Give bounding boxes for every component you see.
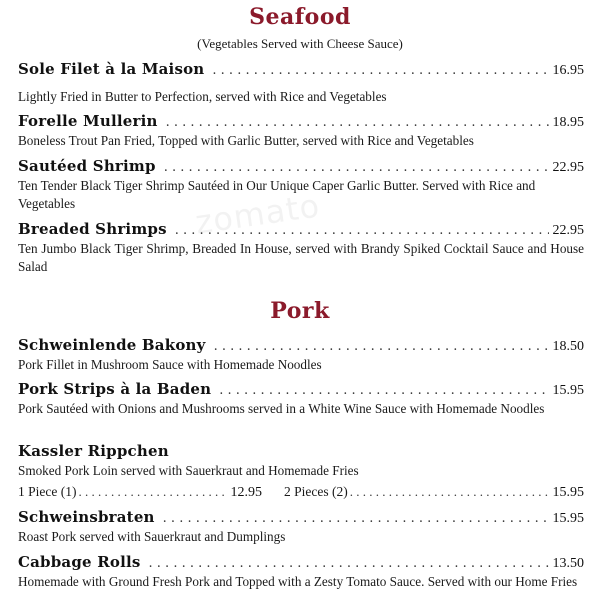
item-price: 15.95 (552, 511, 584, 526)
item-description: Homemade with Ground Fresh Pork and Topped with a Zesty Tomato Sauce. Served with our Home Fries (18, 574, 578, 589)
item-name: Sole Filet à la Maison (18, 60, 205, 78)
item-price: 13.50 (552, 556, 584, 571)
menu-item-cabbage-rolls (18, 553, 584, 572)
item-name: Cabbage Rolls (18, 553, 141, 571)
item-name: Sautéed Shrimp (18, 157, 156, 175)
menu-item-kassler-rippchen (18, 442, 584, 460)
option-1-price: 12.95 (230, 485, 262, 500)
item-name: Breaded Shrimps (18, 220, 167, 238)
menu-item-schweinlende-bakony (18, 336, 584, 355)
item-description: Boneless Trout Pan Fried, Topped with Garlic Butter, served with Rice and Vegetables (18, 133, 474, 148)
dot-leader (212, 63, 548, 78)
item-name: Schweinlende Bakony (18, 336, 206, 354)
menu-item-sole-filet (18, 60, 584, 79)
item-price: 18.50 (552, 339, 584, 354)
option-2-label: 2 Pieces (2) (283, 484, 348, 499)
item-description: Smoked Pork Loin served with Sauerkraut and Homemade Fries (18, 463, 359, 478)
dot-leader (350, 484, 551, 500)
dot-leader (78, 484, 228, 500)
item-price: 15.95 (552, 383, 584, 398)
dot-leader (219, 383, 548, 398)
menu-item-sauteed-shrimp (18, 157, 584, 176)
item-name: Schweinsbraten (18, 508, 155, 526)
dot-leader (166, 115, 549, 130)
item-price: 22.95 (552, 160, 584, 175)
item-name: Forelle Mullerin (18, 112, 158, 130)
item-price: 16.95 (552, 63, 584, 78)
item-name: Pork Strips à la Baden (18, 380, 212, 398)
seafood-title: Seafood (249, 4, 351, 30)
dot-leader (149, 556, 549, 571)
option-1-label: 1 Piece (1) (18, 484, 77, 499)
item-price: 18.95 (552, 115, 584, 130)
item-description: Pork Sautéed with Onions and Mushrooms served in a White Wine Sauce with Homemade Noodles (18, 401, 545, 416)
pork-title: Pork (270, 298, 330, 324)
item-description: Ten Tender Black Tiger Shrimp Sautéed in Our Unique Caper Garlic Butter. Served with Rice and Vegetables (18, 178, 536, 211)
item-name: Kassler Rippchen (18, 442, 169, 460)
menu-item-pork-strips (18, 380, 584, 399)
seafood-subtitle: (Vegetables Served with Cheese Sauce) (197, 36, 403, 51)
watermark: zomato (192, 186, 323, 242)
item-price: 22.95 (552, 223, 584, 238)
dot-leader (214, 339, 549, 354)
item-description: Roast Pork served with Sauerkraut and Dumplings (18, 529, 286, 544)
dot-leader (164, 160, 549, 175)
menu-item-schweinsbraten (18, 508, 584, 527)
menu-item-breaded-shrimps (18, 220, 584, 239)
kassler-price-options (18, 484, 584, 501)
dot-leader (175, 223, 549, 238)
dot-leader (163, 511, 549, 526)
option-2-price: 15.95 (552, 485, 584, 500)
item-description: Pork Fillet in Mushroom Sauce with Homemade Noodles (18, 357, 322, 372)
menu-item-forelle-mullerin (18, 112, 584, 131)
item-description: Ten Jumbo Black Tiger Shrimp, Breaded In House, served with Brandy Spiked Cocktail Sauce and House Salad (18, 241, 584, 274)
item-description: Lightly Fried in Butter to Perfection, served with Rice and Vegetables (18, 89, 387, 104)
